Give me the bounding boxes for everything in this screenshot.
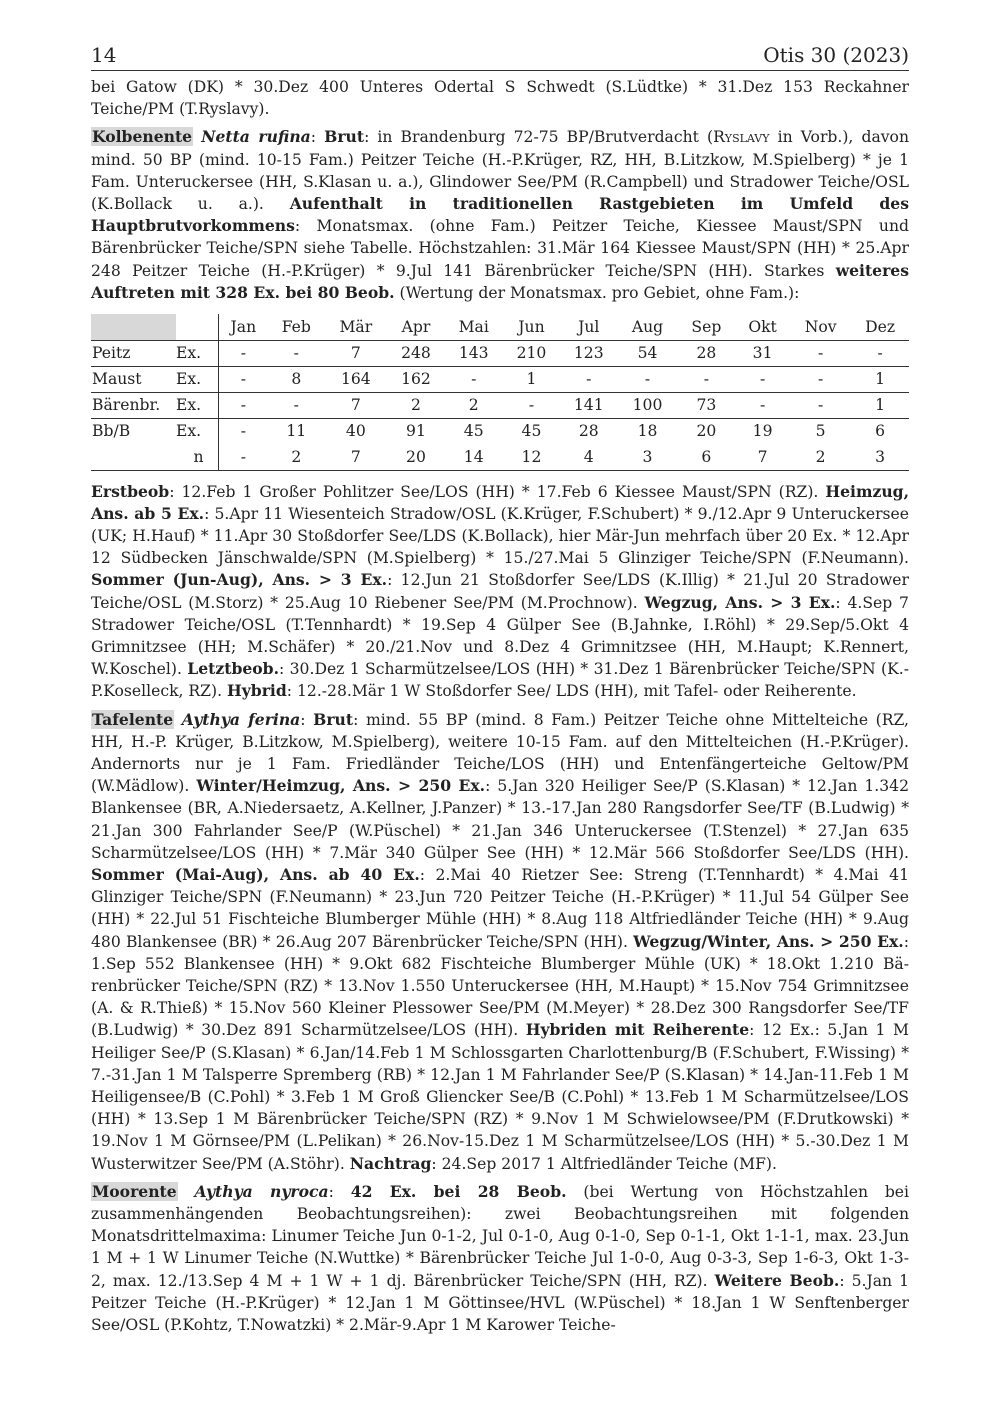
month-header: Okt: [748, 317, 777, 336]
section-label: Letztbeob.: [187, 659, 280, 679]
table-cell: 210: [516, 343, 547, 362]
table-corner-unit: [176, 314, 218, 340]
text-run: : 5.Jan 1 Peitzer Teiche (H.-P.Krüger) * 12.Jan 1 M Göttinsee/HVL (W.Püschel) * 18.Jan 1 W Senftenberger See/OSL (P.Kohtz, T.Nowatzki) * 2.Mär-9.Apr 1 M Karower Teiche-: [91, 1271, 910, 1335]
section-label: Sommer (Mai-Aug), Ans. ab 40 Ex.: [91, 864, 420, 884]
table-cell: 141: [573, 395, 604, 414]
table-cell: -: [703, 369, 710, 388]
table-cell: 28: [578, 422, 599, 441]
table-corner: [91, 314, 176, 340]
table-cell: 3: [642, 447, 653, 466]
month-header: Jan: [218, 314, 268, 340]
text-run: :: [328, 1182, 351, 1201]
section-label: Winter/Heimzug, Ans. > 250 Ex.: [196, 776, 486, 796]
row-unit: Ex.: [176, 395, 202, 414]
table-cell: 2: [468, 395, 479, 414]
table-cell: 7: [757, 447, 768, 466]
table-cell: 100: [632, 395, 663, 414]
text-run: : 30.Dez 1 Scharmützelsee/LOS (HH) * 31.Dez 1 Bärenbrücker Teiche/SPN (K.-P.Koselleck, RZ).: [91, 660, 910, 701]
text-run: : mind. 55 BP (mind. 8 Fam.) Peitzer Teiche ohne Mittelteiche (RZ, HH, H.-P. Krüger, B.Litzkow, M.Spielberg), weitere 10-15 Fam. auf den Mittelteichen (H.-P.Krüger). Andernorts nur je 1 Fam. Friedländer Teiche/LOS (HH) und Entenfängerteiche Geltow/PM (W.Mädlow).: [91, 710, 909, 796]
species-name: Moorente: [92, 1181, 177, 1201]
journal-title: Otis 30 (2023): [763, 43, 909, 67]
table-cell: -: [528, 395, 535, 414]
table-row: [91, 444, 909, 470]
table-cell: 3: [875, 447, 886, 466]
table-cell: -: [644, 369, 651, 388]
table-cell: 4: [583, 447, 594, 466]
monthly-max-table: [91, 314, 909, 471]
species-latin: Aythya nyroca: [194, 1181, 329, 1201]
row-label: Bärenbr.: [92, 395, 161, 414]
row-label: Maust: [92, 369, 142, 388]
table-cell: 91: [406, 422, 426, 441]
row-label: Bb/B: [92, 422, 131, 441]
table-header-row: [91, 314, 909, 340]
table-cell: 20: [696, 422, 717, 441]
table-cell: -: [293, 343, 299, 362]
species-latin: Netta rufina: [201, 127, 311, 147]
month-header: Feb: [281, 317, 311, 336]
table-cell: 1: [875, 369, 886, 388]
section-label: Sommer (Jun-Aug), Ans. > 3 Ex.: [91, 570, 388, 590]
table-cell: -: [218, 392, 268, 418]
table-cell: 1: [875, 395, 886, 414]
table-row: [91, 418, 909, 444]
section-label: Heimzug, Ans. ab 5 Ex.: [91, 481, 909, 523]
paragraph-kolbenente-details: [91, 481, 909, 703]
table-cell: 19: [752, 422, 773, 441]
text-run: : Monatsmax. (ohne Fam.) Peitzer Teiche, Kiessee Maust/SPN und Bärenbrücker Teiche/SPN siehe Tabelle. Höchstzahlen: 31.Mär 164 Kiessee Maust/SPN (HH) * 25.Apr 248 Peitzer Teiche (H.-P.Krüger) * 9.Jul 141 Bärenbrücker Teiche/SPN (HH). Starkes: [91, 217, 909, 280]
table-cell: 164: [340, 369, 371, 388]
section-label: Wegzug/Winter, Ans. > 250 Ex.: [633, 931, 904, 951]
section-label: Brut: [324, 127, 365, 147]
row-unit: Ex.: [176, 422, 202, 441]
paragraph-moorente: [91, 1181, 909, 1336]
section-label: Wegzug, Ans. > 3 Ex.: [644, 592, 836, 612]
table-row: [91, 366, 909, 392]
table-cell: 2: [410, 395, 421, 414]
row-unit: Ex.: [176, 369, 202, 388]
section-label: Weitere Beob.: [714, 1270, 840, 1290]
text-run: : 12.-28.Mär 1 W Stoßdorfer See/ LDS (HH), mit Tafel- oder Reiherente.: [286, 682, 857, 701]
section-label: Aufenthalt in traditionellen Rastgebieten im Umfeld des Hauptbrutvorkommens: [91, 194, 910, 236]
month-header: Jun: [518, 317, 545, 336]
row-unit: n: [193, 447, 204, 466]
text-run: :: [310, 128, 325, 147]
text-run: : in Brandenburg 72-75 BP/Brutverdacht (: [364, 128, 714, 147]
section-label: Brut: [313, 709, 354, 729]
row-label: Peitz: [92, 343, 131, 362]
table-cell: 18: [637, 422, 658, 441]
table-cell: 7: [350, 343, 361, 362]
table-cell: 40: [345, 422, 366, 441]
text-run: : 5.Apr 11 Wiesenteich Stradow/OSL (K.Krüger, F.Schubert) * 9./12.Apr 9 Unteruckersee (UK; H.Hauf) * 11.Apr 30 Stoßdorfer See/LDS (K.Bollack), hier Mär-Jun mehrfach über 20 Ex. * 12.Apr 12 Südbecken Jänschwalde/SPN (M.Spielberg) * 15./27.Mai 5 Glinziger Teiche/SPN (F.Neumann).: [91, 504, 909, 568]
row-label: [91, 444, 176, 470]
species-name: Kolbenente: [92, 127, 193, 147]
table-cell: 11: [286, 422, 307, 441]
page-number: 14: [91, 43, 117, 67]
table-cell: 5: [815, 422, 826, 441]
section-label: Hybrid: [227, 681, 287, 701]
text-run: : 24.Sep 2017 1 Altfriedländer Teiche (MF).: [431, 1154, 777, 1173]
month-header: Nov: [804, 317, 837, 336]
text-run: : 4.Sep 7 Stradower Teiche/OSL (T.Tennhardt) * 19.Sep 4 Gülper See (B.Jahnke, I.Röhl) * 29.Sep/5.Okt 4 Grimnitzsee (HH; M.Schäfer) * 20./21.Nov und 8.Dez 4 Grimnitzsee (HH, M.Haupt; K.Rennert, W.Koschel).: [91, 593, 909, 679]
month-header: Sep: [691, 317, 722, 336]
table-cell: -: [877, 343, 883, 362]
table-cell: 6: [701, 447, 712, 466]
text-run: (Wertung der Monatsmax. pro Gebiet, ohne Fam.):: [394, 283, 800, 302]
species-latin: Aythya ferina: [181, 709, 301, 729]
species-name: Tafelente: [92, 709, 174, 729]
text-run: : 2.Mai 40 Rietzer See: Streng (T.Tennhardt) * 4.Mai 41 Glinziger Teiche/SPN (F.Neumann) * 23.Jun 720 Peitzer Teiche (H.-P.Krüger) * 11.Jul 54 Gülper See (HH) * 22.Jul 51 Fischteiche Blumberger Mühle (HH) * 8.Aug 118 Altfriedländer Teiche (HH) * 9.Aug 480 Blankensee (BR) * 26.Aug 207 Bärenbrücker Teiche/SPN (HH).: [91, 865, 909, 951]
month-header: Jul: [578, 317, 600, 336]
table-row: [91, 340, 909, 366]
text-run: : 12 Ex.: 5.Jan 1 M Heiliger See/P (S.Klasan) * 6.Jan/14.Feb 1 M Schlossgarten Charlottenburg/B (F.Schubert, F.Wissing) * 7.-31.Jan 1 M Talsperre Spremberg (RB) * 12.Jan 1 M Fahrlander See/P (S.Klasan) * 14.Jan-11.Feb 1 M Heiligensee/B (C.Pohl) * 3.Feb 1 M Groß Gliencker See/B (C.Pohl) * 13.Feb 1 M Scharmützelsee/LOS (HH) * 13.Sep 1 M Bärenbrücker Teiche/SPN (RZ) * 9.Nov 1 M Schwielowsee/PM (F.Drutkowski) * 19.Nov 1 M Görnsee/PM (L.Pelikan) * 26.Nov-15.Dez 1 M Scharmützelsee/LOS (HH) * 5.-30.Dez 1 M Wusterwitzer See/PM (A.Stöhr).: [91, 1021, 909, 1173]
paragraph-tafelente: [91, 709, 909, 1175]
table-cell: -: [218, 366, 268, 392]
paragraph-continuation: [91, 76, 909, 120]
section-label: weiteres Auftreten mit 328 Ex. bei 80 Beob.: [91, 260, 909, 302]
table-cell: 6: [875, 422, 886, 441]
month-header: Aug: [631, 317, 664, 336]
month-header: Mai: [458, 317, 489, 336]
section-label: 42 Ex. bei 28 Beob.: [350, 1181, 567, 1201]
table-cell: -: [818, 343, 824, 362]
paragraph-kolbenente: [91, 126, 909, 304]
table-cell: -: [293, 395, 299, 414]
table-row: [91, 392, 909, 418]
month-header: Apr: [401, 317, 431, 336]
table-cell: 7: [350, 447, 361, 466]
table-cell: 2: [291, 447, 302, 466]
section-label: Hybriden mit Reiherente: [525, 1020, 750, 1040]
table-cell: -: [218, 340, 268, 366]
text-run: in Vorb.), davon mind. 50 BP (mind. 10-15 Fam.) Peitzer Teiche (H.-P.Krüger, RZ, HH, B.Litzkow, M.Spielberg) * je 1 Fam. Unteruckersee (HH, S.Klasan u. a.), Glindower See/PM (R.Campbell) und Stradower Teiche/OSL (K.Bollack u. a.).: [91, 128, 909, 214]
table-cell: 143: [458, 343, 489, 362]
month-header: Mär: [339, 317, 373, 336]
text-run: : 12.Feb 1 Großer Pohlitzer See/LOS (HH) * 17.Feb 6 Kiessee Maust/SPN (RZ).: [169, 482, 826, 501]
table-cell: -: [818, 395, 824, 414]
table-cell: -: [759, 395, 766, 414]
article-body: [91, 76, 909, 1336]
table-cell: 2: [815, 447, 826, 466]
table-cell: -: [218, 418, 268, 444]
table-cell: 45: [521, 422, 542, 441]
table-cell: 123: [573, 343, 604, 362]
table-cell: 31: [752, 343, 773, 362]
row-unit: Ex.: [176, 343, 202, 362]
paragraph-text: bei Gatow (DK) * 30.Dez 400 Unteres Odertal S Schwedt (S.Lüdtke) * 31.Dez 153 Reckahner Teiche/PM (T.Ryslavy).: [91, 78, 909, 119]
text-run: : 12.Jun 21 Stoßdorfer See/LDS (K.Illig) * 21.Jul 20 Stradower Teiche/OSL (M.Storz) * 25.Aug 10 Riebener See/PM (M.Prochnow).: [91, 571, 909, 612]
table-cell: -: [218, 444, 268, 470]
author-smallcaps: Ryslavy: [713, 128, 770, 147]
text-run: : 5.Jan 320 Heiliger See/P (S.Klasan) * 12.Jan 1.342 Blankensee (BR, A.Niedersaetz, A.Kellner, J.Panzer) * 13.-17.Jan 280 Rangsdorfer See/TF (B.Ludwig) * 21.Jan 300 Fahrlander See/P (W.Püschel) * 21.Jan 346 Unteruckersee (T.Stenzel) * 27.Jan 635 Scharmützelsee/LOS (HH) * 7.Mär 340 Gülper See (HH) * 12.Mär 566 Stoßdorfer See/LDS (HH).: [91, 777, 909, 862]
text-run: :: [300, 710, 314, 729]
table-cell: -: [586, 369, 592, 388]
table-cell: 14: [463, 447, 484, 466]
table-cell: 7: [350, 395, 361, 414]
table-cell: 162: [401, 369, 431, 388]
page-header: [91, 40, 909, 71]
table-cell: -: [759, 369, 766, 388]
table-cell: 248: [401, 343, 431, 362]
table-cell: 12: [521, 447, 542, 466]
table-cell: 8: [291, 369, 302, 388]
table-cell: 73: [696, 395, 717, 414]
table-cell: 20: [406, 447, 426, 466]
table-cell: 45: [463, 422, 484, 441]
text-run: (bei Wertung von Höchstzahlen bei zusammenhängenden Beobachtungsreihen): zwei Beobachtungsreihen mit folgenden Monatsdrittelmaxima: Linumer Teiche Jun 0-1-2, Jul 0-1-0, Aug 0-1-0, Sep 0-1-1, Okt 1-1-1, max. 23.Jun 1 M + 1 W Linumer Teiche (N.Wuttke) * Bärenbrücker Teiche Jul 1-0-0, Aug 0-3-3, Sep 1-6-3, Okt 1-3-2, max. 12./13.Sep 4 M + 1 W + 1 dj. Bärenbrücker Teiche/SPN (HH, RZ).: [91, 1182, 910, 1290]
text-run: : 1.Sep 552 Blankensee (HH) * 9.Okt 682 Fischteiche Blumberger Mühle (UK) * 18.Okt 1.210 Bärenbrücker Teiche/SPN (RZ) * 13.Nov 1.550 Unteruckersee (HH, M.Haupt) * 15.Nov 754 Grimnitzsee (A. & R.Thieß) * 15.Nov 560 Kleiner Plessower See/PM (M.Meyer) * 28.Dez 300 Rangsdorfer See/TF (B.Ludwig) * 30.Dez 891 Scharmützelsee/LOS (HH).: [91, 932, 909, 1040]
month-header: Dez: [865, 317, 896, 336]
table-cell: 1: [526, 369, 537, 388]
section-label: Nachtrag: [349, 1153, 432, 1173]
section-label: Erstbeob: [91, 481, 170, 501]
table-cell: -: [471, 369, 477, 388]
table-cell: 54: [637, 343, 658, 362]
table-cell: 28: [696, 343, 717, 362]
table-cell: -: [818, 369, 824, 388]
